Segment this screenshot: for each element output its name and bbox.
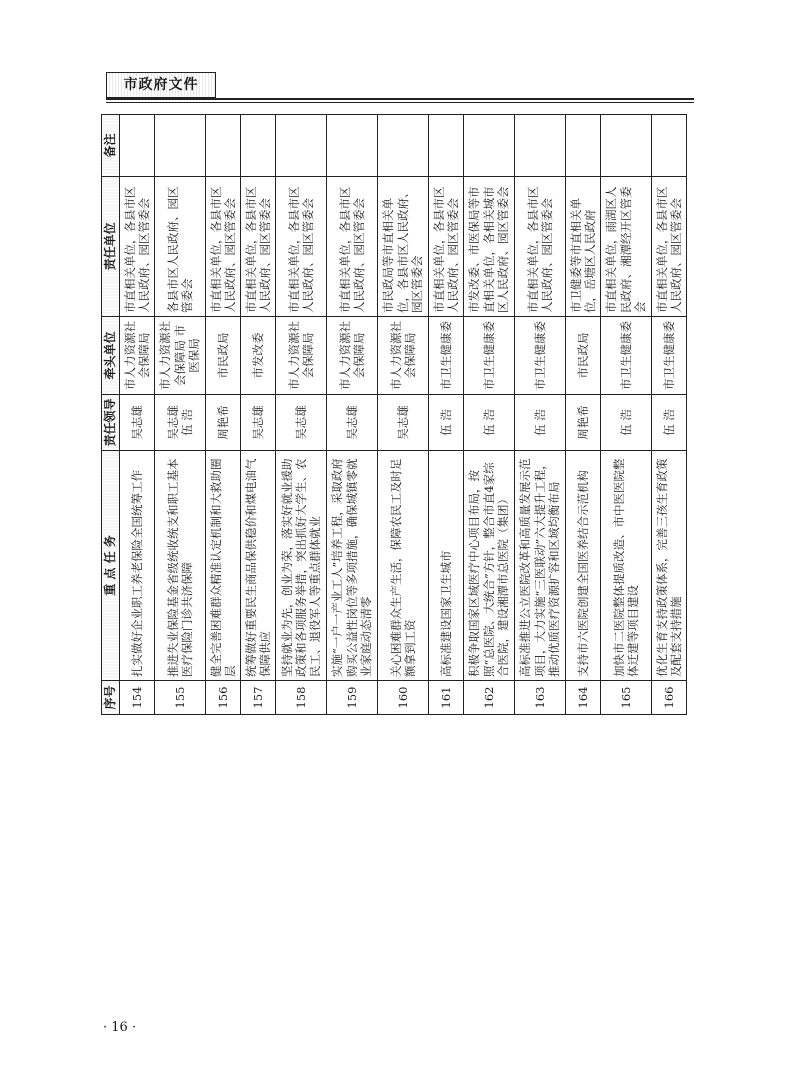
cell-responsible-unit: 市直相关单位，各县市区人民政府、园区管委会 — [651, 177, 686, 317]
table-row — [428, 115, 463, 715]
cell-lead-unit: 市人力资源社会保障局 — [327, 317, 378, 395]
header-responsible-unit: 责任单位 — [102, 177, 120, 317]
cell-lead-unit: 市发改委 — [241, 317, 276, 395]
cell-task: 扎实做好企业职工养老保险全国统筹工作 — [120, 451, 155, 681]
cell-no: 161 — [428, 681, 463, 715]
cell-task: 健全完善困难群众精准认定机制和大救助圈层 — [206, 451, 241, 681]
cell-note — [378, 115, 429, 177]
header-task: 重 点 任 务 — [102, 451, 120, 681]
cell-leader: 伍 浩 — [428, 395, 463, 451]
cell-no: 166 — [651, 681, 686, 715]
table-header-row — [102, 115, 120, 715]
table-row — [206, 115, 241, 715]
cell-no: 156 — [206, 681, 241, 715]
cell-lead-unit: 市卫生健康委 — [428, 317, 463, 395]
table-row — [155, 115, 206, 715]
cell-no: 154 — [120, 681, 155, 715]
cell-leader: 吴志雄 — [327, 395, 378, 451]
cell-note — [276, 115, 327, 177]
table-row — [378, 115, 429, 715]
cell-note — [241, 115, 276, 177]
cell-leader: 吴志雄 — [378, 395, 429, 451]
cell-responsible-unit: 市直相关单位，各县市区人民政府、园区管委会 — [327, 177, 378, 317]
cell-task: 高标准推进公立医院改革和高质量发展示范项目，大力实施“三医联动”六大提升工程，推动优质医疗资源扩容和区域均衡布局 — [514, 451, 565, 681]
table-row — [464, 115, 515, 715]
header-leader: 责任领导 — [102, 395, 120, 451]
cell-task: 加快市二医院整体提质改造、市中医医院整体迁建等项目建设 — [600, 451, 651, 681]
cell-leader: 伍 浩 — [651, 395, 686, 451]
cell-responsible-unit: 各县市区人民政府、园区管委会 — [155, 177, 206, 317]
cell-leader: 伍 浩 — [464, 395, 515, 451]
cell-task: 优化生育支持政策体系，完善三孩生育政策及配套支持措施 — [651, 451, 686, 681]
cell-leader: 吴志雄 — [276, 395, 327, 451]
cell-responsible-unit: 市直相关单位，各县市区人民政府、园区管委会 — [120, 177, 155, 317]
cell-leader: 周艳希 — [206, 395, 241, 451]
cell-no: 162 — [464, 681, 515, 715]
cell-lead-unit: 市民政局 — [206, 317, 241, 395]
cell-responsible-unit: 市发改委、市医保局等市直相关单位，各相关城市区人民政府、园区管委会 — [464, 177, 515, 317]
cell-task: 关心困难群众生产生活，保障农民工及时足额拿到工资 — [378, 451, 429, 681]
cell-lead-unit: 市卫生健康委 — [514, 317, 565, 395]
cell-task: 坚持就业为先，创业为荣，落实好就业援助政策和各项服务举措，突出抓好大学生、农民工、退役军人等重点群体就业 — [276, 451, 327, 681]
cell-responsible-unit: 市直相关单位，雨湖区人民政府、湘潭经开区管委会 — [600, 177, 651, 317]
cell-note — [428, 115, 463, 177]
table-row — [276, 115, 327, 715]
cell-lead-unit: 市人力资源社会保障局 — [276, 317, 327, 395]
cell-note — [327, 115, 378, 177]
cell-leader: 吴志雄 — [120, 395, 155, 451]
task-table-container — [101, 115, 687, 715]
cell-task: 推进失业保险基金省级统收统支和职工基本医疗保险门诊共济保障 — [155, 451, 206, 681]
cell-no: 163 — [514, 681, 565, 715]
header-lead-unit: 牵头单位 — [102, 317, 120, 395]
cell-no: 165 — [600, 681, 651, 715]
cell-task: 积极争取国家区域医疗中心项目布局，按照“总医院、大统合”方针，整合市直4家综合医院，建设湘潭市总医院（集团） — [464, 451, 515, 681]
cell-no: 164 — [565, 681, 600, 715]
header-rule — [106, 98, 694, 100]
cell-note — [565, 115, 600, 177]
cell-responsible-unit: 市直相关单位，各县市区人民政府、园区管委会 — [241, 177, 276, 317]
cell-task: 实施“一户一产业工人”培养工程，采取政府购买公益性岗位等多项措施，确保城镇零就业家庭动态清零 — [327, 451, 378, 681]
cell-responsible-unit: 市卫健委等市直相关单位，岳塘区人民政府 — [565, 177, 600, 317]
cell-no: 159 — [327, 681, 378, 715]
cell-lead-unit: 市人力资源社会保障局 — [120, 317, 155, 395]
cell-note — [600, 115, 651, 177]
cell-note — [206, 115, 241, 177]
cell-no: 158 — [276, 681, 327, 715]
cell-note — [120, 115, 155, 177]
table-row — [327, 115, 378, 715]
cell-note — [514, 115, 565, 177]
table-row — [120, 115, 155, 715]
table-row — [241, 115, 276, 715]
table-row — [651, 115, 686, 715]
cell-no: 155 — [155, 681, 206, 715]
cell-leader: 吴志雄 伍 浩 — [155, 395, 206, 451]
task-table — [101, 114, 687, 715]
cell-lead-unit: 市民政局 — [565, 317, 600, 395]
header-rule-thin — [106, 102, 694, 103]
cell-leader: 吴志雄 — [241, 395, 276, 451]
cell-lead-unit: 市卫生健康委 — [600, 317, 651, 395]
document-category-tag: 市政府文件 — [106, 72, 216, 98]
cell-responsible-unit: 市直相关单位，各县市区人民政府、园区管委会 — [206, 177, 241, 317]
cell-lead-unit: 市卫生健康委 — [464, 317, 515, 395]
cell-responsible-unit: 市直相关单位，各县市区人民政府、园区管委会 — [276, 177, 327, 317]
table-row — [565, 115, 600, 715]
header-note: 备注 — [102, 115, 120, 177]
cell-lead-unit: 市卫生健康委 — [651, 317, 686, 395]
cell-responsible-unit: 市直相关单位，各县市区人民政府、园区管委会 — [428, 177, 463, 317]
cell-lead-unit: 市人力资源社会保障局 — [378, 317, 429, 395]
cell-leader: 伍 浩 — [600, 395, 651, 451]
cell-responsible-unit: 市民政局等市直相关单位，各县市区人民政府、园区管委会 — [378, 177, 429, 317]
table-row — [514, 115, 565, 715]
cell-note — [464, 115, 515, 177]
page-number: · 16 · — [103, 1020, 137, 1035]
cell-leader: 伍 浩 — [514, 395, 565, 451]
cell-task: 高标准建设国家卫生城市 — [428, 451, 463, 681]
header-no: 序号 — [102, 681, 120, 715]
cell-responsible-unit: 市直相关单位，各县市区人民政府、园区管委会 — [514, 177, 565, 317]
cell-lead-unit: 市人力资源社会保障局 市医保局 — [155, 317, 206, 395]
cell-task: 支持市六医院创建全国医养结合示范机构 — [565, 451, 600, 681]
cell-note — [651, 115, 686, 177]
cell-task: 统筹做好重要民生商品保供稳价和煤电油气保障供应 — [241, 451, 276, 681]
cell-note — [155, 115, 206, 177]
cell-no: 160 — [378, 681, 429, 715]
cell-leader: 周艳希 — [565, 395, 600, 451]
cell-no: 157 — [241, 681, 276, 715]
table-row — [600, 115, 651, 715]
